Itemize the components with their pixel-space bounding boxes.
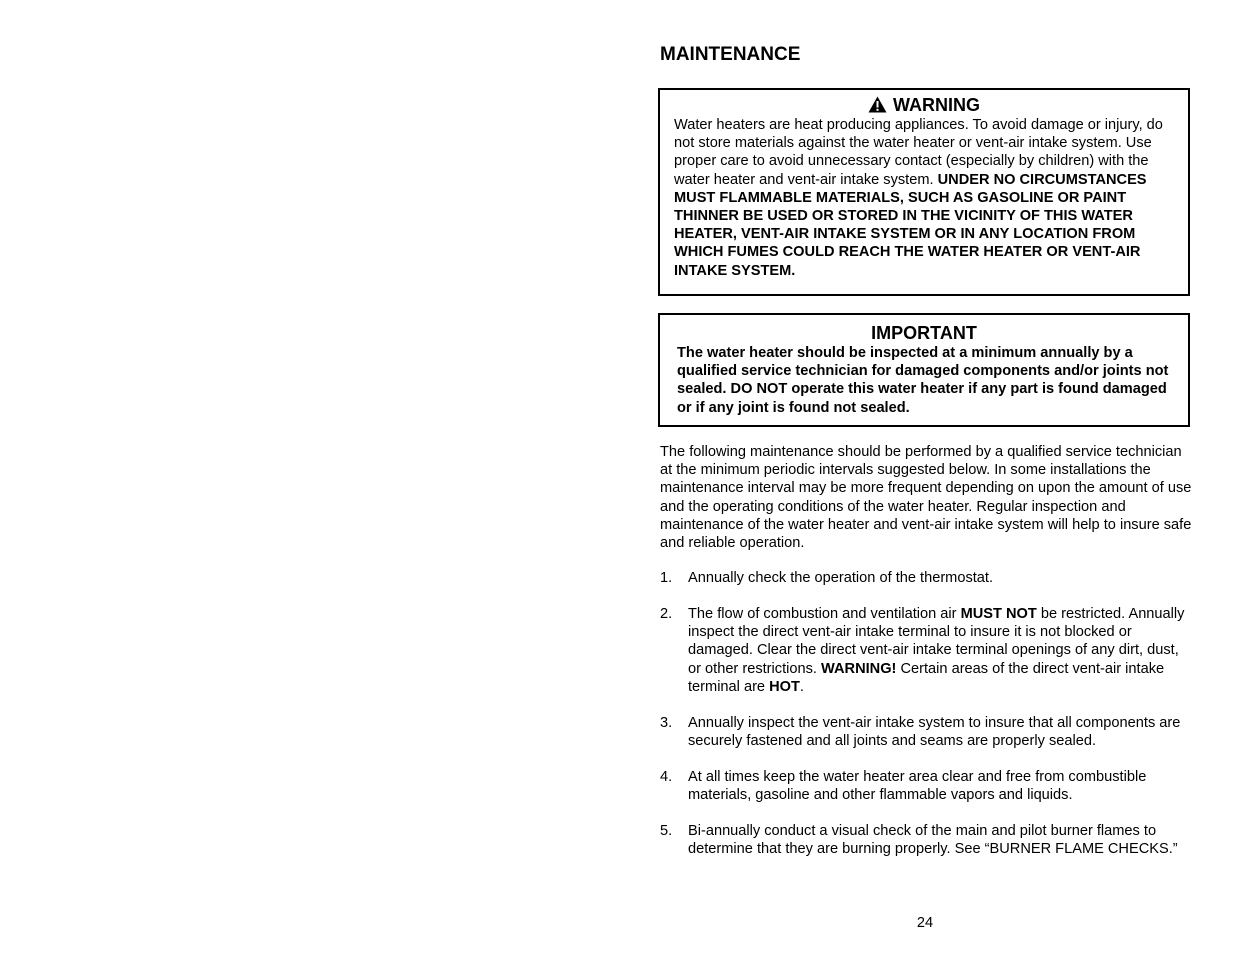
warning-box <box>658 88 1190 296</box>
step-text: Annually inspect the vent-air intake system to insure that all components are securely fastened and all joints and seams are properly sealed. <box>688 714 1181 750</box>
step-item <box>660 605 1194 696</box>
step-text-part: be restricted. Annually inspect the direct vent-air intake terminal to insure it is not blocked or damaged. Clear the direct vent-air intake terminal openings of any dirt, dust, or other restrictions. <box>688 606 1185 677</box>
warning-text-bold: UNDER NO CIRCUMSTANCES MUST FLAMMABLE MATERIALS, SUCH AS GASOLINE OR PAINT THINNER BE USED OR STORED IN THE VICINITY OF THIS WATER HEATER, VENT-AIR INTAKE SYSTEM OR IN ANY LOCATION FROM WHICH FUMES COULD REACH THE WATER HEATER OR VENT-AIR INTAKE SYSTEM. <box>674 171 1147 279</box>
page-number: 24 <box>916 915 934 931</box>
section-title: MAINTENANCE <box>660 44 801 65</box>
step-number: 3. <box>660 714 673 731</box>
maintenance-page <box>660 0 1194 954</box>
step-text <box>688 606 1184 695</box>
step-number: 1. <box>660 570 673 586</box>
step-number: 4. <box>660 769 673 786</box>
step-text: Bi-annually conduct a visual check of the main and pilot burner flames to determine that they are burning properly. See “BURNER FLAME CHECKS.” <box>688 823 1178 858</box>
warning-heading: WARNING <box>893 95 980 115</box>
step-text-part: The flow of combustion and ventilation air <box>688 606 961 622</box>
step-text: At all times keep the water heater area clear and free from combustible materials, gasoline and other flammable vapors and liquids. <box>688 769 1147 804</box>
hot-emphasis: HOT <box>769 678 800 695</box>
maintenance-steps <box>660 569 1194 876</box>
intro-paragraph: The following maintenance should be performed by a qualified service technician at the minimum periodic intervals suggested below. In some installations the maintenance interval may be more frequent depending on upon the amount of use and the operating conditions of the water heater. Regular inspection and maintenance of the water heater and vent-air intake system will help to insure safe and reliable operation. <box>660 444 1192 552</box>
warning-triangle-icon <box>868 96 887 113</box>
step-item <box>660 822 1194 858</box>
step-text: Annually check the operation of the thermostat. <box>688 570 994 586</box>
must-not-emphasis: MUST NOT <box>960 606 1037 622</box>
step-item <box>660 569 1194 587</box>
warning-heading-row <box>660 94 1188 116</box>
step-number: 5. <box>660 823 673 840</box>
step-text-part: . <box>799 678 804 695</box>
step-item <box>660 768 1194 804</box>
important-heading: IMPORTANT <box>871 323 977 343</box>
step-item <box>660 714 1194 750</box>
important-text: The water heater should be inspected at a minimum annually by a qualified service technician for damaged components and/or joints not sealed. DO NOT operate this water heater if any part is found damaged or if any joint is found not sealed. <box>677 345 1169 416</box>
warning-text-plain: Water heaters are heat producing appliances. To avoid damage or injury, do not store materials against the water heater or vent-air intake system. Use proper care to avoid unnecessary contact (especially by children) with the water heater and vent-air intake system. <box>674 117 1163 188</box>
step-text-part: Certain areas of the direct vent-air intake terminal are <box>688 660 1165 695</box>
step-number: 2. <box>660 606 673 622</box>
warning-emphasis: WARNING! <box>821 660 897 677</box>
warning-text <box>660 116 1188 280</box>
important-box <box>658 313 1190 427</box>
